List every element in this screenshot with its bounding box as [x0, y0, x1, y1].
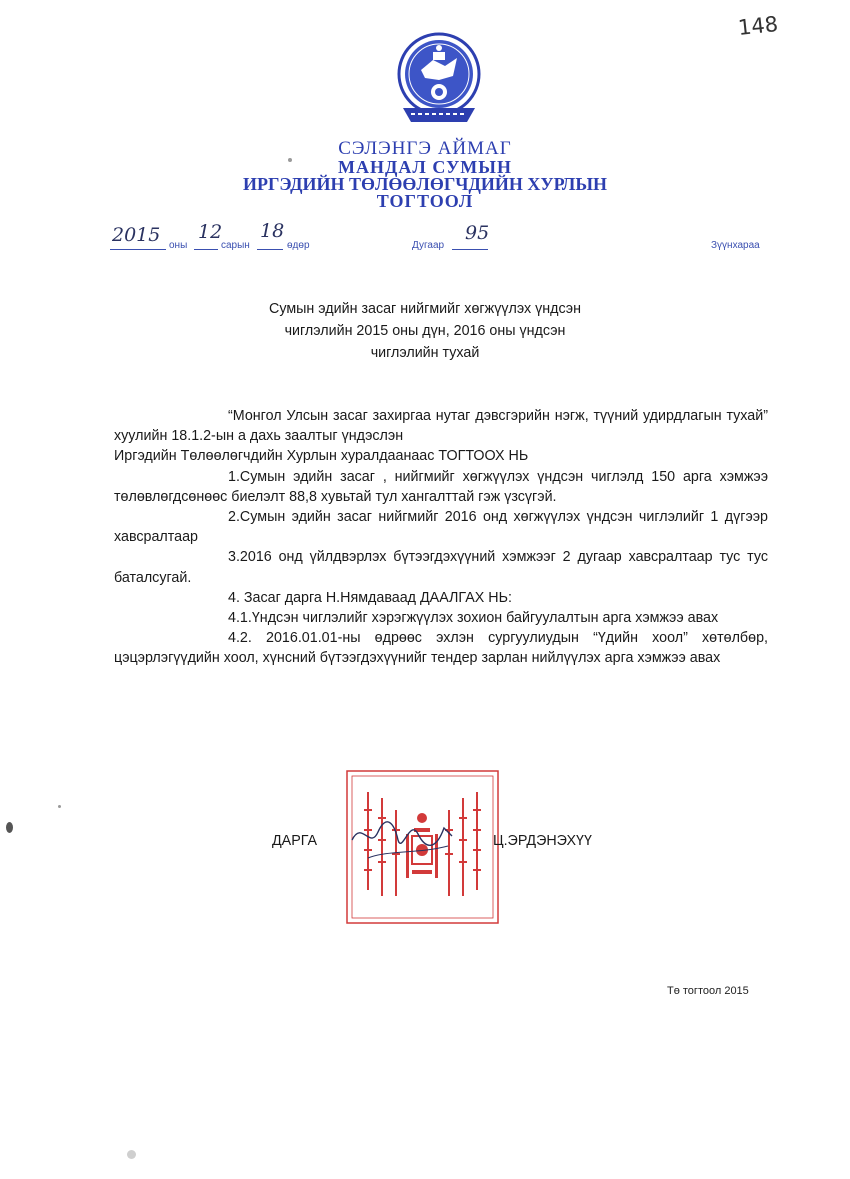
- decree-subject: [0, 298, 850, 364]
- date-day: 18: [260, 220, 285, 242]
- clause-4: 4. Засаг дарга Н.Нямдаваад ДААЛГАХ НЬ:: [228, 589, 512, 606]
- header-doc-type: ТОГТООЛ: [376, 191, 474, 211]
- decree-body: [114, 406, 768, 669]
- month-label: сарын: [221, 240, 250, 251]
- date-month: 12: [198, 221, 223, 243]
- subject-line: Сумын эдийн засаг нийгмийг хөгжүүлэх үндсэн: [269, 301, 581, 317]
- clause-4-2: 4.2. 2016.01.01-ны өдрөөс эхлэн сургуулиудын “Үдийн хоол” хөтөлбөр, цэцэрлэгүүдийн хоол, хүнсний бүтээгдэхүүнийг тендер зарлан нийлүүлэх арга хэмжээ авах: [114, 630, 768, 667]
- number-label: Дугаар: [412, 240, 445, 251]
- clause-2: 2.Сумын эдийн засаг нийгмийг 2016 онд хөгжүүлэх үндсэн чиглэлийг 1 дүгээр хавсралтаар: [114, 509, 768, 546]
- header-sum: МАНДАЛ СУМЫН: [338, 157, 512, 177]
- signatory-title: ДАРГА: [272, 833, 318, 849]
- preamble-resolution: Иргэдийн Төлөөлөгчдийн Хурлын хуралдаанаас ТОГТООХ НЬ: [114, 448, 529, 465]
- year-label: оны: [169, 240, 188, 251]
- day-label: өдөр: [287, 240, 310, 251]
- subject-line: чиглэлийн 2015 оны дүн, 2016 оны үндсэн: [284, 323, 566, 339]
- footer-reference: Тө тогтоол 2015: [667, 985, 749, 997]
- subject-line: чиглэлийн тухай: [370, 345, 480, 361]
- clause-4-1: 4.1.Үндсэн чиглэлийг хэрэгжүүлэх зохион байгуулалтын арга хэмжээ авах: [228, 610, 719, 627]
- scan-speck: [288, 158, 292, 162]
- signature-scribble-icon: [348, 810, 458, 870]
- header-khural: ИРГЭДИЙН ТӨЛӨӨЛӨГЧДИЙН ХУРЛЫН: [242, 174, 607, 194]
- state-emblem-icon: [393, 30, 485, 130]
- decree-number: 95: [465, 222, 490, 244]
- scan-speck: [58, 805, 61, 808]
- date-year: 2015: [112, 224, 161, 246]
- scan-speck: [127, 1150, 136, 1159]
- clause-1: 1.Сумын эдийн засаг , нийгмийг хөгжүүлэх үндсэн чиглэлд 150 арга хэмжээ төлөвлөгдсөнөөс биелэлт 88,8 хувьтай тул хангалттай гэж үзсүгэй.: [114, 468, 768, 505]
- preamble: “Монгол Улсын засаг захиргаа нутаг дэвсгэрийн нэгж, түүний удирдлагын тухай” хуулийн 18.1.2-ын а дахь заалтыг үндэслэн: [114, 408, 768, 445]
- signatory-name: Ц.ЭРДЭНЭХҮҮ: [493, 833, 592, 849]
- header-aimag: СЭЛЭНГЭ АЙМАГ: [338, 138, 512, 159]
- page-number: 148: [736, 11, 780, 41]
- clause-3: 3.2016 онд үйлдвэрлэх бүтээгдэхүүний хэмжээг 2 дугаар хавсралтаар тус тус баталсугай.: [114, 549, 768, 586]
- place-label: Зүүнхараа: [711, 240, 760, 251]
- scan-speck: [6, 822, 13, 833]
- date-line: [0, 220, 850, 258]
